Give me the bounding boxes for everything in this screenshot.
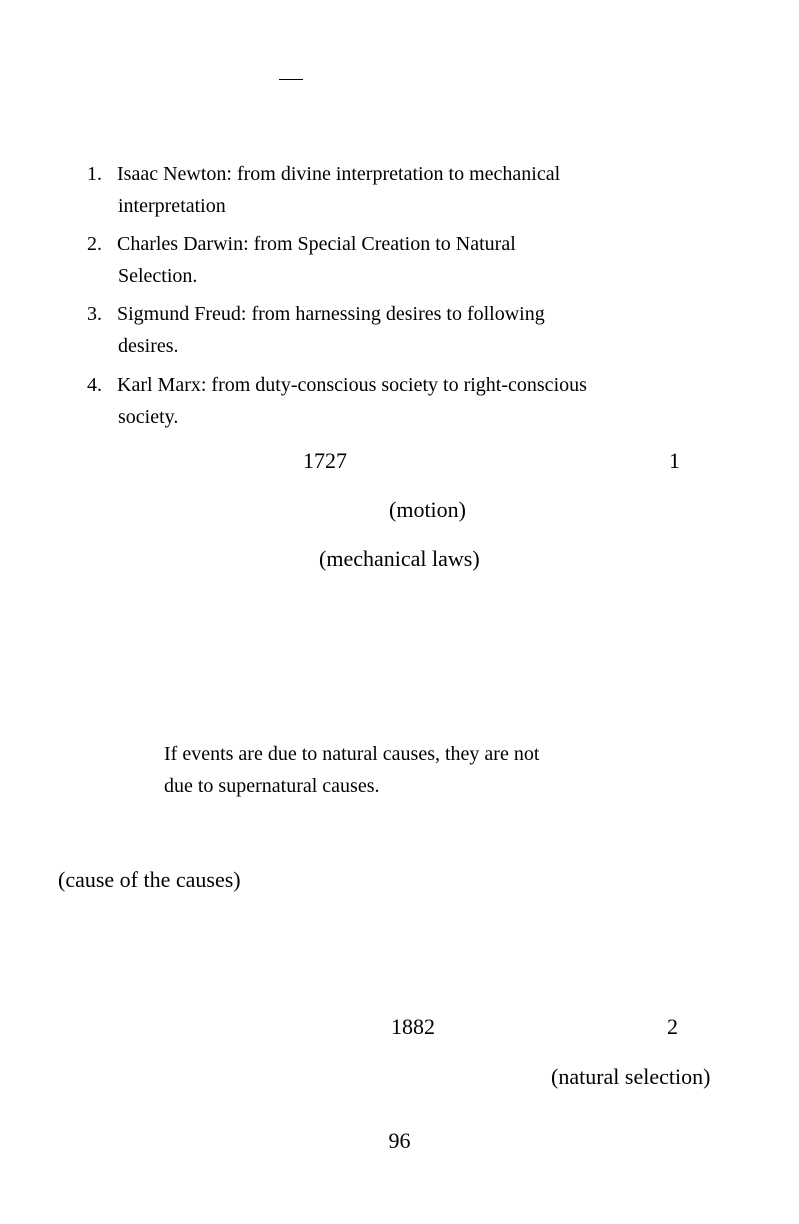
list-item-continuation: society. [118, 406, 179, 428]
list-item-text: Charles Darwin: from Special Creation to Natural [117, 233, 516, 255]
page-number: 96 [388, 1128, 411, 1153]
header-dash [279, 79, 303, 80]
quote-line: If events are due to natural causes, they are not [164, 743, 540, 765]
term-natural-selection: (natural selection) [551, 1064, 711, 1089]
list-item-text: Sigmund Freud: from harnessing desires to following [117, 303, 545, 325]
list-item-continuation: desires. [118, 335, 179, 357]
list-item-number: 1. [87, 163, 102, 185]
quote-line: due to supernatural causes. [164, 775, 380, 797]
list-item-continuation: interpretation [118, 195, 226, 217]
term-cause-of-causes: (cause of the causes) [58, 867, 241, 892]
year-newton: 1727 [303, 448, 347, 473]
list-item-number: 3. [87, 303, 102, 325]
list-item-number: 4. [87, 374, 102, 396]
list-item-continuation: Selection. [118, 265, 198, 287]
list-item-number: 2. [87, 233, 102, 255]
list-item [87, 298, 727, 362]
list-item [87, 369, 727, 433]
footnote-ref-2: 2 [667, 1014, 678, 1039]
list-item-text: Karl Marx: from duty-conscious society to right-conscious [117, 374, 587, 396]
list-item [87, 228, 727, 292]
term-motion: (motion) [389, 497, 466, 522]
footnote-ref-1: 1 [669, 448, 680, 473]
list-item-text: Isaac Newton: from divine interpretation to mechanical [117, 163, 561, 185]
list-item [87, 158, 727, 222]
year-darwin: 1882 [391, 1014, 435, 1039]
term-mechanical-laws: (mechanical laws) [319, 546, 480, 571]
block-quote [164, 738, 684, 802]
